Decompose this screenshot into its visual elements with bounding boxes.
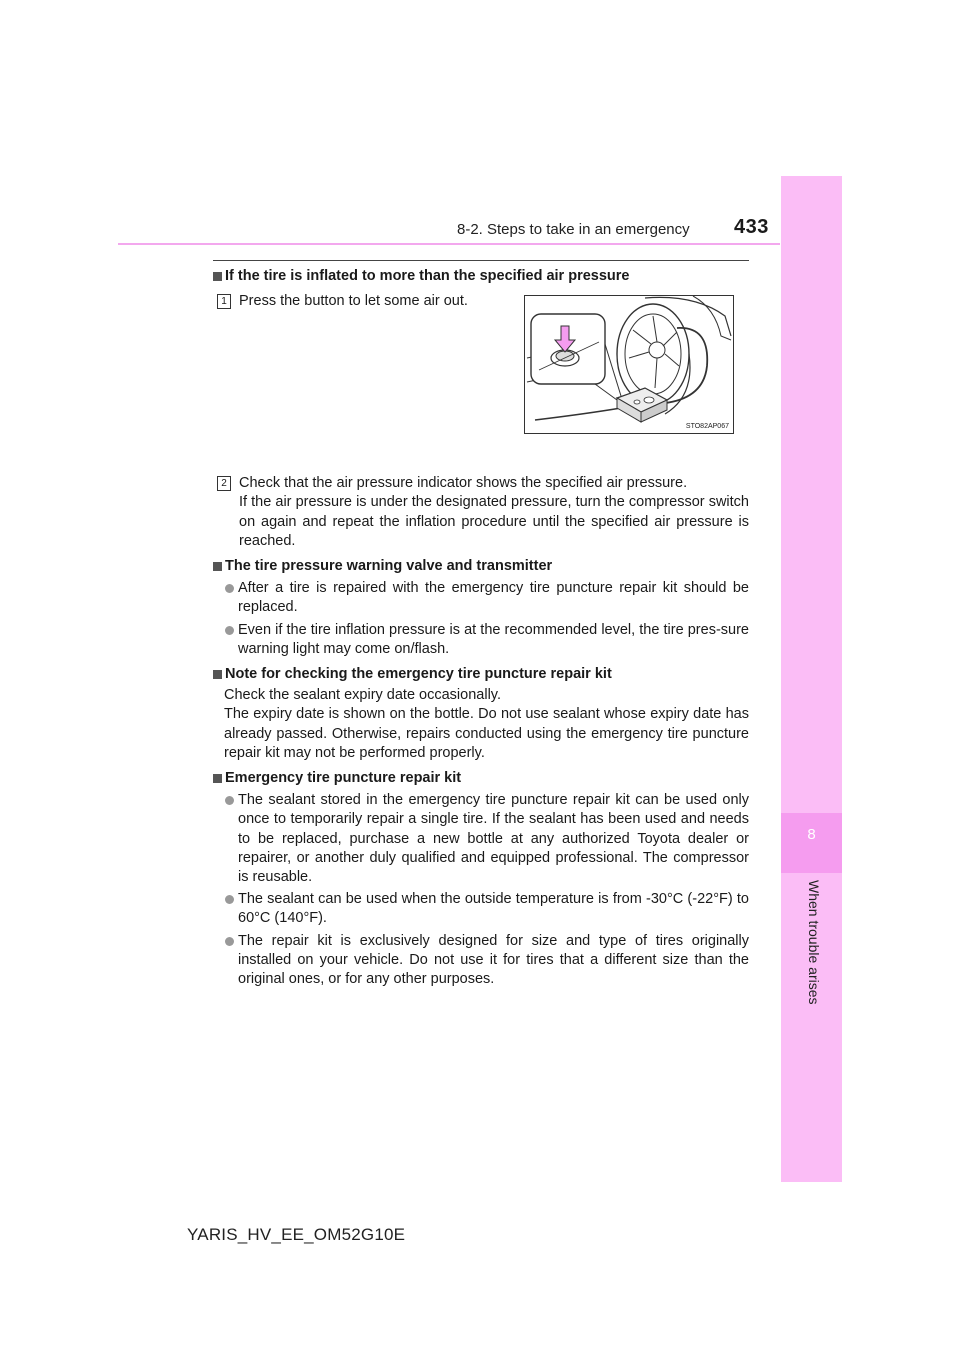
heading-text: If the tire is inflated to more than the specified air pressure: [225, 268, 630, 284]
round-bullet-icon: [225, 796, 234, 805]
heading-text: Note for checking the emergency tire puncture repair kit: [225, 666, 612, 683]
square-bullet-icon: [213, 272, 222, 281]
chapter-tab-active: [781, 813, 842, 873]
compressor-illustration: [524, 295, 734, 434]
round-bullet-icon: [225, 584, 234, 593]
list-item: [213, 621, 749, 659]
step-1-text: Press the button to let some air out.: [239, 293, 468, 310]
heading-text: Emergency tire puncture repair kit: [225, 770, 462, 787]
chapter-tab: [781, 176, 842, 1182]
note-line-1: Check the sealant expiry date occasionally.: [224, 687, 501, 704]
header-rule: [118, 243, 780, 245]
step-2-text-2: If the air pressure is under the designated pressure, turn the compressor switch on again and repeat the inflation procedure until the specified air pressure is reached.: [239, 494, 749, 549]
round-bullet-icon: [225, 626, 234, 635]
round-bullet-icon: [225, 895, 234, 904]
step-number-badge: 1: [217, 294, 231, 309]
heading-overinflated: [213, 267, 749, 286]
square-bullet-icon: [213, 670, 222, 679]
heading-text: The tire pressure warning valve and transmitter: [225, 558, 553, 575]
tire-compressor-illustration-icon: [525, 296, 733, 433]
list-item: [213, 932, 749, 990]
list-item-text: Even if the tire inflation pressure is at the recommended level, the tire pres-sure warning light may come on/flash.: [238, 621, 749, 657]
note-line-2: The expiry date is shown on the bottle. Do not use sealant whose expiry date has already passed. Otherwise, repairs conducted using the emergency tire puncture repair kit may not be performed properly.: [224, 706, 749, 761]
round-bullet-icon: [225, 937, 234, 946]
figure-code: STO82AP067: [685, 423, 729, 430]
step-number-badge: 2: [217, 476, 231, 491]
list-item-text: After a tire is repaired with the emergency tire puncture repair kit should be replaced.: [238, 580, 749, 616]
heading-kit: [213, 769, 749, 788]
list-item: [213, 791, 749, 887]
list-item-text: The repair kit is exclusively designed for size and type of tires originally installed on your vehicle. Do not use it for tires that a different size than the original ones, or for any other purposes.: [238, 932, 749, 988]
step-2-text: Check that the air pressure indicator shows the specified air pressure.: [239, 475, 688, 492]
list-item-text: The sealant can be used when the outside temperature is from -30°C (-22°F) to 60°C (140°F).: [238, 891, 749, 927]
chapter-label: When trouble arises: [806, 880, 822, 1005]
list-item-text: The sealant stored in the emergency tire puncture repair kit can be used only once to temporarily repair a single tire. If the sealant has been used and needs to be replaced, purchase a new bottle at any authorized Toyota dealer or repairer, or another duly qualified and equipped professional. The compressor is reusable.: [238, 792, 749, 886]
list-item: [213, 579, 749, 617]
heading-valve: [213, 557, 749, 576]
square-bullet-icon: [213, 774, 222, 783]
chapter-number: 8: [807, 826, 816, 843]
section-title: 8-2. Steps to take in an emergency: [457, 221, 690, 238]
content-top-rule: [213, 260, 749, 261]
square-bullet-icon: [213, 562, 222, 571]
step-2: [213, 474, 749, 551]
heading-note: [213, 665, 749, 684]
list-item: [213, 890, 749, 928]
page-number: 433: [734, 216, 769, 238]
document-code: YARIS_HV_EE_OM52G10E: [187, 1225, 406, 1244]
